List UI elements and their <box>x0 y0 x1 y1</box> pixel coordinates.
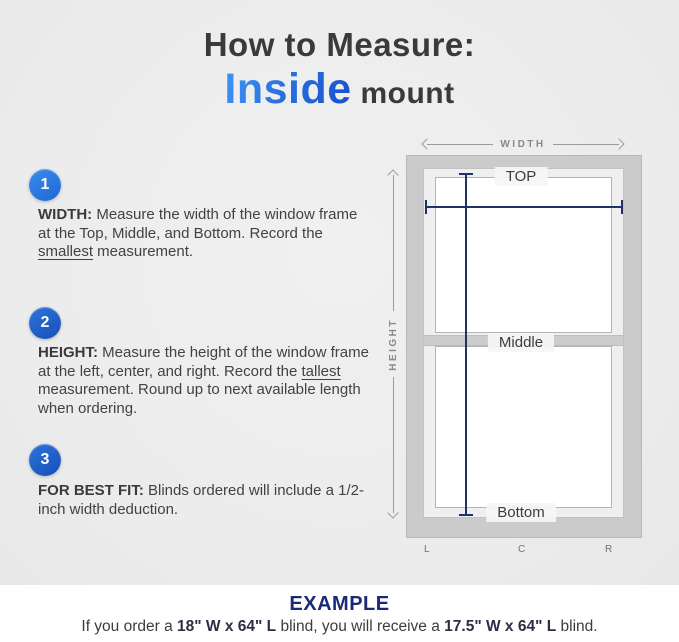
top-measure-label: TOP <box>495 167 548 186</box>
middle-measure-label: Middle <box>488 333 554 352</box>
title-line2 <box>0 65 679 114</box>
lower-window-pane <box>435 346 612 508</box>
example-received-size: 17.5" W x 64" L <box>444 618 557 635</box>
step-2-label: HEIGHT: <box>38 344 98 361</box>
step-2-text: HEIGHT: Measure the height of the window frame at the left, center, and right. Record the tallest measurement. Round up to next available length when ordering. <box>38 344 369 417</box>
example-heading: EXAMPLE <box>289 593 390 615</box>
height-dimension-arrow <box>386 171 400 517</box>
height-dimension-label: HEIGHT <box>387 317 399 371</box>
page-title <box>0 26 679 114</box>
height-measure-line <box>465 173 467 516</box>
step-1-underlined-word: smallest <box>38 243 94 260</box>
step-1-number: 1 <box>40 176 50 193</box>
marker-center: C <box>518 544 527 555</box>
step-2-badge <box>29 307 61 339</box>
width-dimension-label: WIDTH <box>500 138 546 150</box>
arrow-left-icon <box>421 138 432 149</box>
bottom-measure-label: Bottom <box>486 503 556 522</box>
marker-left: L <box>424 544 431 555</box>
step-1-label: WIDTH: <box>38 206 93 223</box>
example-text: If you order a 18" W x 64" L blind, you will receive a 17.5" W x 64" L blind. <box>81 618 598 635</box>
step-1-badge <box>29 169 61 201</box>
width-dimension-arrow <box>423 137 623 151</box>
arrow-down-icon <box>387 507 398 518</box>
example-ordered-size: 18" W x 64" L <box>177 618 277 635</box>
step-2-number: 2 <box>40 314 50 331</box>
step-2-underlined-word: tallest <box>301 362 341 380</box>
step-1-text: WIDTH: Measure the width of the window frame at the Top, Middle, and Bottom. Record the smallest measurement. <box>38 206 358 260</box>
step-3-number: 3 <box>40 451 50 468</box>
title-rest-mount: mount <box>351 77 455 110</box>
width-measure-line <box>425 206 623 208</box>
upper-window-pane <box>435 177 612 333</box>
arrow-right-icon <box>613 138 624 149</box>
step-3-label: FOR BEST FIT: <box>38 482 144 499</box>
arrow-up-icon <box>387 169 398 180</box>
example-section <box>0 585 679 642</box>
step-3-text: FOR BEST FIT: Blinds ordered will include a 1/2-inch width deduction. <box>38 482 364 518</box>
marker-right: R <box>605 544 614 555</box>
title-line1: How to Measure: <box>203 26 476 63</box>
step-3-badge <box>29 444 61 476</box>
title-accent-inside: Inside <box>224 65 352 113</box>
